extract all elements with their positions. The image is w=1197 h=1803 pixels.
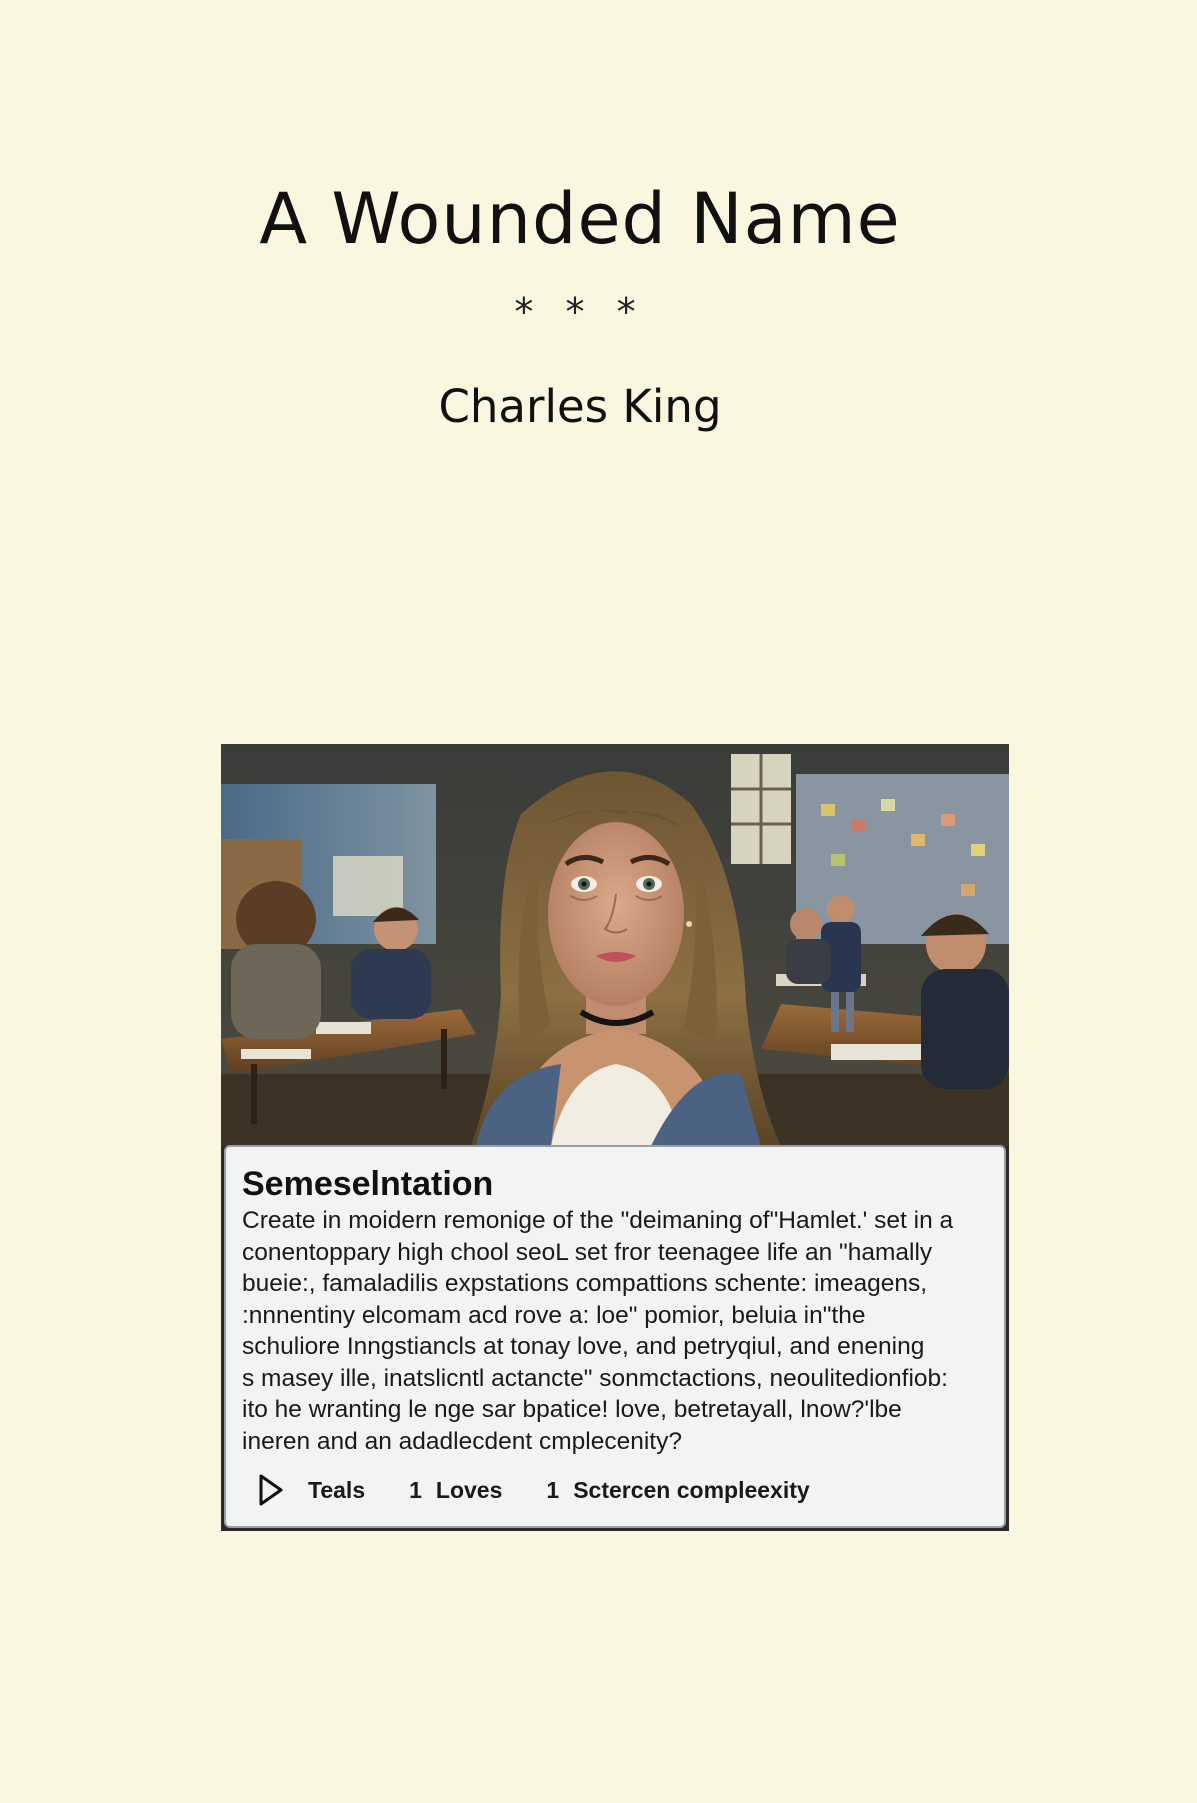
card-body-line: schuliore Inngstiancls at tonay love, and petryqiul, and enening: [242, 1333, 925, 1360]
title-divider: * * *: [514, 290, 646, 334]
card-body-line: s masey ille, inatslicntl actancte" sonmctactions, neoulitedionfiob:: [242, 1364, 948, 1392]
card-tags: [258, 1473, 854, 1507]
tag-count: 1: [409, 1476, 422, 1503]
play-icon[interactable]: [258, 1473, 284, 1507]
card-body-line: ineren and an adadlecdent cmplecenity?: [242, 1427, 682, 1455]
classroom-scene-image: [221, 744, 1009, 1146]
card-body-line: ito he wranting le nge sar bpatice! love, betretayall, lnow?'lbe: [242, 1396, 902, 1423]
card-body-line: Create in moidern remonige of the "deimaning of"Hamlet.' set in a: [242, 1207, 954, 1234]
caption-card: [224, 1145, 1006, 1528]
tag-loves: [409, 1477, 502, 1504]
tag-label: Loves: [435, 1476, 503, 1503]
card-body-line: bueie:, famaladilis expstations compattions schente: imeagens,: [242, 1270, 928, 1297]
card-body: [242, 1205, 990, 1457]
tag-teals: [308, 1477, 365, 1504]
tag-count: 1: [546, 1476, 560, 1503]
tag-complexity: [546, 1477, 809, 1504]
tag-label: Teals: [308, 1476, 366, 1503]
tag-label: Sctercen compleexity: [573, 1476, 810, 1503]
card-body-line: :nnnentiny elcomam acd rove a: loe" pomior, beluia in"the: [242, 1301, 866, 1329]
book-title: A Wounded Name: [259, 178, 901, 260]
cover-illustration: [221, 744, 1009, 1531]
card-body-line: conentoppary high chool seoL set fror teenagee life an "hamally: [242, 1238, 933, 1266]
book-author: Charles King: [438, 380, 722, 433]
card-title: Semeselntation: [242, 1165, 494, 1203]
